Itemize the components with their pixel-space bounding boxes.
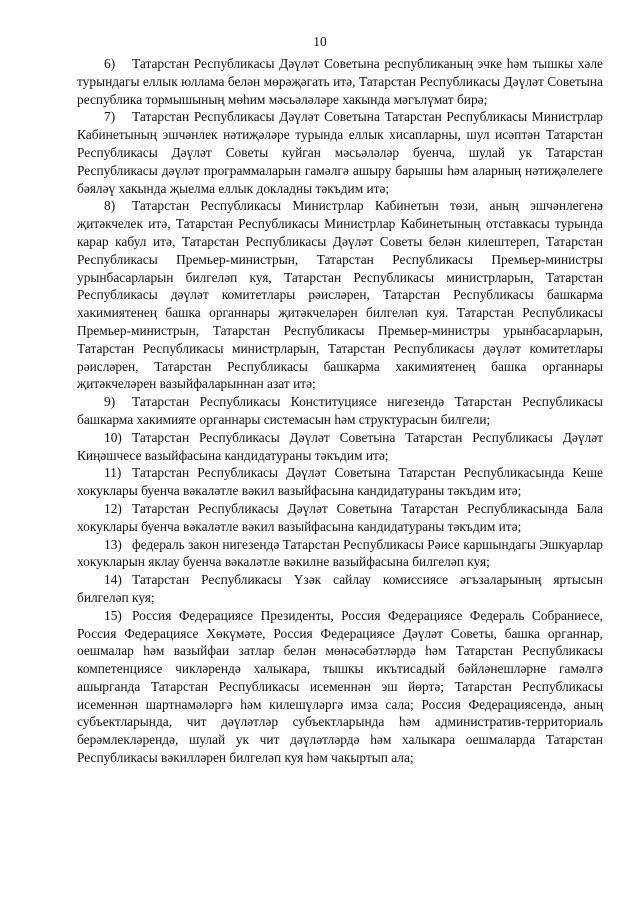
item-number: 10) (104, 429, 122, 445)
item-number: 6) (104, 56, 116, 71)
list-item (77, 197, 603, 393)
item-number: 15) (104, 607, 122, 623)
item-text: Татарстан Республикасы Дәүләт Советына Татарстан Республикасы Министрлар Кабинетының эшчәнлек нәтиҗәләре турында еллык хисапларны, шул исәптән Татарстан Республикасы Дәүләт Советы куйган мәсьәләләр буенча, шулай ук Татарстан Республикасы дәүләт программаларын гамәлгә ашыру барышы һәм аларның нәтиҗәлелеге бәяләү хакында җыелма еллык докладны тәкъдим итә; (77, 109, 603, 196)
item-text: Россия Федерациясе Президенты, Россия Федерациясе Федераль Собраниесе, Россия Федерациясе Хөкүмәте, Россия Федерациясе Дәүләт Советы, башка органнар, оешмалар һәм вазыйфаи затлар белән мөнәсәбәтләрдә һәм Татарстан Республикасы компетенциясе чикләрендә халыкара, тышкы икътисадый бәйләнешләрне гамәлгә ашырганда Татарстан Республикасы исеменнән эш йөртә; Татарстан Республикасы исеменнән шартнамәләргә һәм килешүләргә имза сала; Россия Федерациясендә, аның субъектларында, чит дәүләтләр субъектларында һәм административ-территориаль берәмлекләрендә, шулай ук чит дәүләтләрдә һәм халыкара оешмаларда Татарстан Республикасы вәкилләрен билгеләп куя һәм чакыртып ала; (77, 607, 603, 766)
item-text: Татарстан Республикасы Дәүләт Советына республиканың эчке һәм тышкы хәле турындагы еллык юллама белән мөрәҗәгать итә, Татарстан Республикасы Дәүләт Советына республика тормышының мөһим мәсьәләләре хакында мәгълүмат бирә; (77, 56, 603, 107)
item-number: 14) (104, 572, 122, 588)
list-item (77, 571, 603, 607)
list-item (77, 108, 603, 197)
item-text: Татарстан Республикасы Дәүләт Советына Татарстан Республикасы Дәүләт Киңәшчесе вазыйфасына кандидатураны тәкъдим итә; (77, 429, 603, 463)
item-text: Татарстан Республикасы Министрлар Кабинетын төзи, аның эшчәнлегенә җитәкчелек итә, Татарстан Республикасы Министрлар Кабинетының отставкасы турында карар кабул итә, Татарстан Республикасы Дәүләт Советы белән килештереп, Татарстан Республикасы Премьер-министрын, Татарстан Республикасы Премьер-министры урынбасарларын билгеләп куя, Татарстан Республикасы министрларын, Татарстан Республикасы дәүләт комитетлары рәисләрен, Татарстан Республикасы башкарма хакимиятенең башка органнары җитәкчеләрен билгеләп куя. Татарстан Республикасы Премьер-министрын, Татарстан Республикасы Премьер-министры урынбасарларын, Татарстан Республикасы министрларын, Татарстан Республикасы дәүләт комитетлары рәисләрен, Татарстан Республикасы башкарма хакимиятенең башка органнары җитәкчеләрен вазыйфаларыннан азат итә; (77, 198, 603, 392)
list-item (77, 607, 603, 767)
item-number: 7) (104, 109, 116, 125)
list-item (77, 464, 603, 500)
list-item (77, 500, 603, 536)
list-item (77, 536, 603, 572)
item-text: Татарстан Республикасы Конституциясе нигезендә Татарстан Республикасы башкарма хакимияте органнары системасын һәм структурасын билгели; (77, 394, 603, 427)
item-text: федераль закон нигезендә Татарстан Республикасы Рәисе каршындагы Эшкуарлар хокукларын яклау буенча вәкаләтле вәкилне вазыйфасына билгеләп куя; (77, 536, 603, 570)
item-text: Татарстан Республикасы Үзәк сайлау комиссиясе әгъзаларының яртысын билгеләп куя; (77, 572, 603, 605)
item-number: 11) (104, 465, 122, 481)
list-item (77, 55, 603, 108)
item-text: Татарстан Республикасы Дәүләт Советына Татарстан Республикасында Кеше хокуклары буенча вәкаләтле вәкил вазыйфасына кандидатураны тәкъдим итә; (77, 465, 603, 499)
item-text: Татарстан Республикасы Дәүләт Советына Татарстан Республикасында Бала хокуклары буенча вәкаләтле вәкил вазыйфасына кандидатураны тәкъдим итә; (77, 500, 603, 534)
list-item (77, 393, 603, 429)
item-number: 13) (104, 536, 122, 552)
page-number: 10 (313, 34, 327, 49)
document-body (77, 55, 603, 767)
item-number: 8) (104, 198, 116, 214)
list-item (77, 429, 603, 465)
item-number: 12) (104, 500, 122, 516)
item-number: 9) (104, 394, 116, 410)
